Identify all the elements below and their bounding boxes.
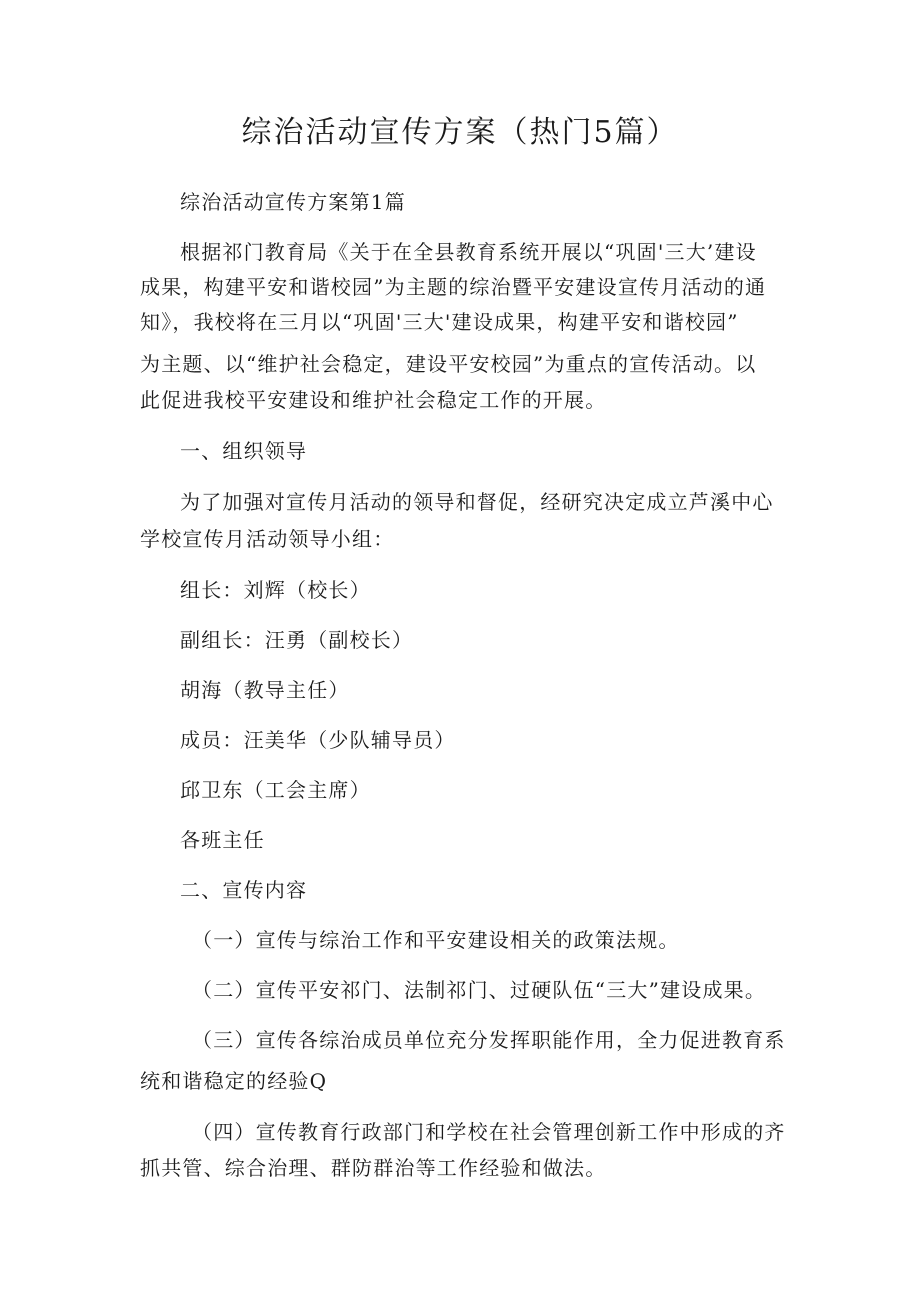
section-heading: 一、组织领导 [180, 439, 308, 463]
content-item: （三）宣传各综治成员单位充分发挥职能作用，全力促进教育系 [192, 1028, 786, 1052]
content-item: （一）宣传与综治工作和平安建设相关的政策法规。 [192, 928, 680, 952]
content-item-continued: 抓共管、综合治理、群防群治等工作经验和做法。 [140, 1156, 607, 1180]
member-line: 成员：汪美华（少队辅导员） [180, 728, 456, 752]
paragraph-line: 根据祁门教育局《关于在全县教育系统开展以“巩固'三大’建设 [180, 240, 757, 264]
page-title: 综治活动宣传方案（热门5篇） [241, 115, 679, 150]
member-line: 组长：刘辉（校长） [180, 578, 371, 602]
section-heading: 二、宣传内容 [180, 878, 308, 902]
content-item: （四）宣传教育行政部门和学校在社会管理创新工作中形成的齐 [192, 1120, 786, 1144]
member-line: 邱卫东（工会主席） [180, 778, 371, 802]
content-item-continued: 统和谐稳定的经验Q [140, 1069, 328, 1093]
content-item: （二）宣传平安祁门、法制祁门、过硬队伍“三大”建设成果。 [192, 978, 767, 1002]
paragraph-line: 学校宣传月活动领导小组： [140, 527, 395, 551]
paragraph-line: 知》，我校将在三月以“巩固'三大'建设成果，构建平安和谐校园” [140, 310, 739, 334]
member-line: 各班主任 [180, 828, 265, 852]
paragraph-line: 此促进我校平安建设和维护社会稳定工作的开展。 [140, 388, 607, 412]
section-subtitle: 综治活动宣传方案第1篇 [180, 190, 406, 214]
paragraph-line: 成果，构建平安和谐校园”为主题的综治暨平安建设宣传月活动的通 [140, 275, 767, 299]
member-line: 副组长：汪勇（副校长） [180, 628, 414, 652]
paragraph-line: 为主题、以“维护社会稳定，建设平安校园”为重点的宣传活动。以 [140, 352, 757, 376]
member-line: 胡海（教导主任） [180, 678, 350, 702]
paragraph-line: 为了加强对宣传月活动的领导和督促，经研究决定成立芦溪中心 [180, 490, 774, 514]
